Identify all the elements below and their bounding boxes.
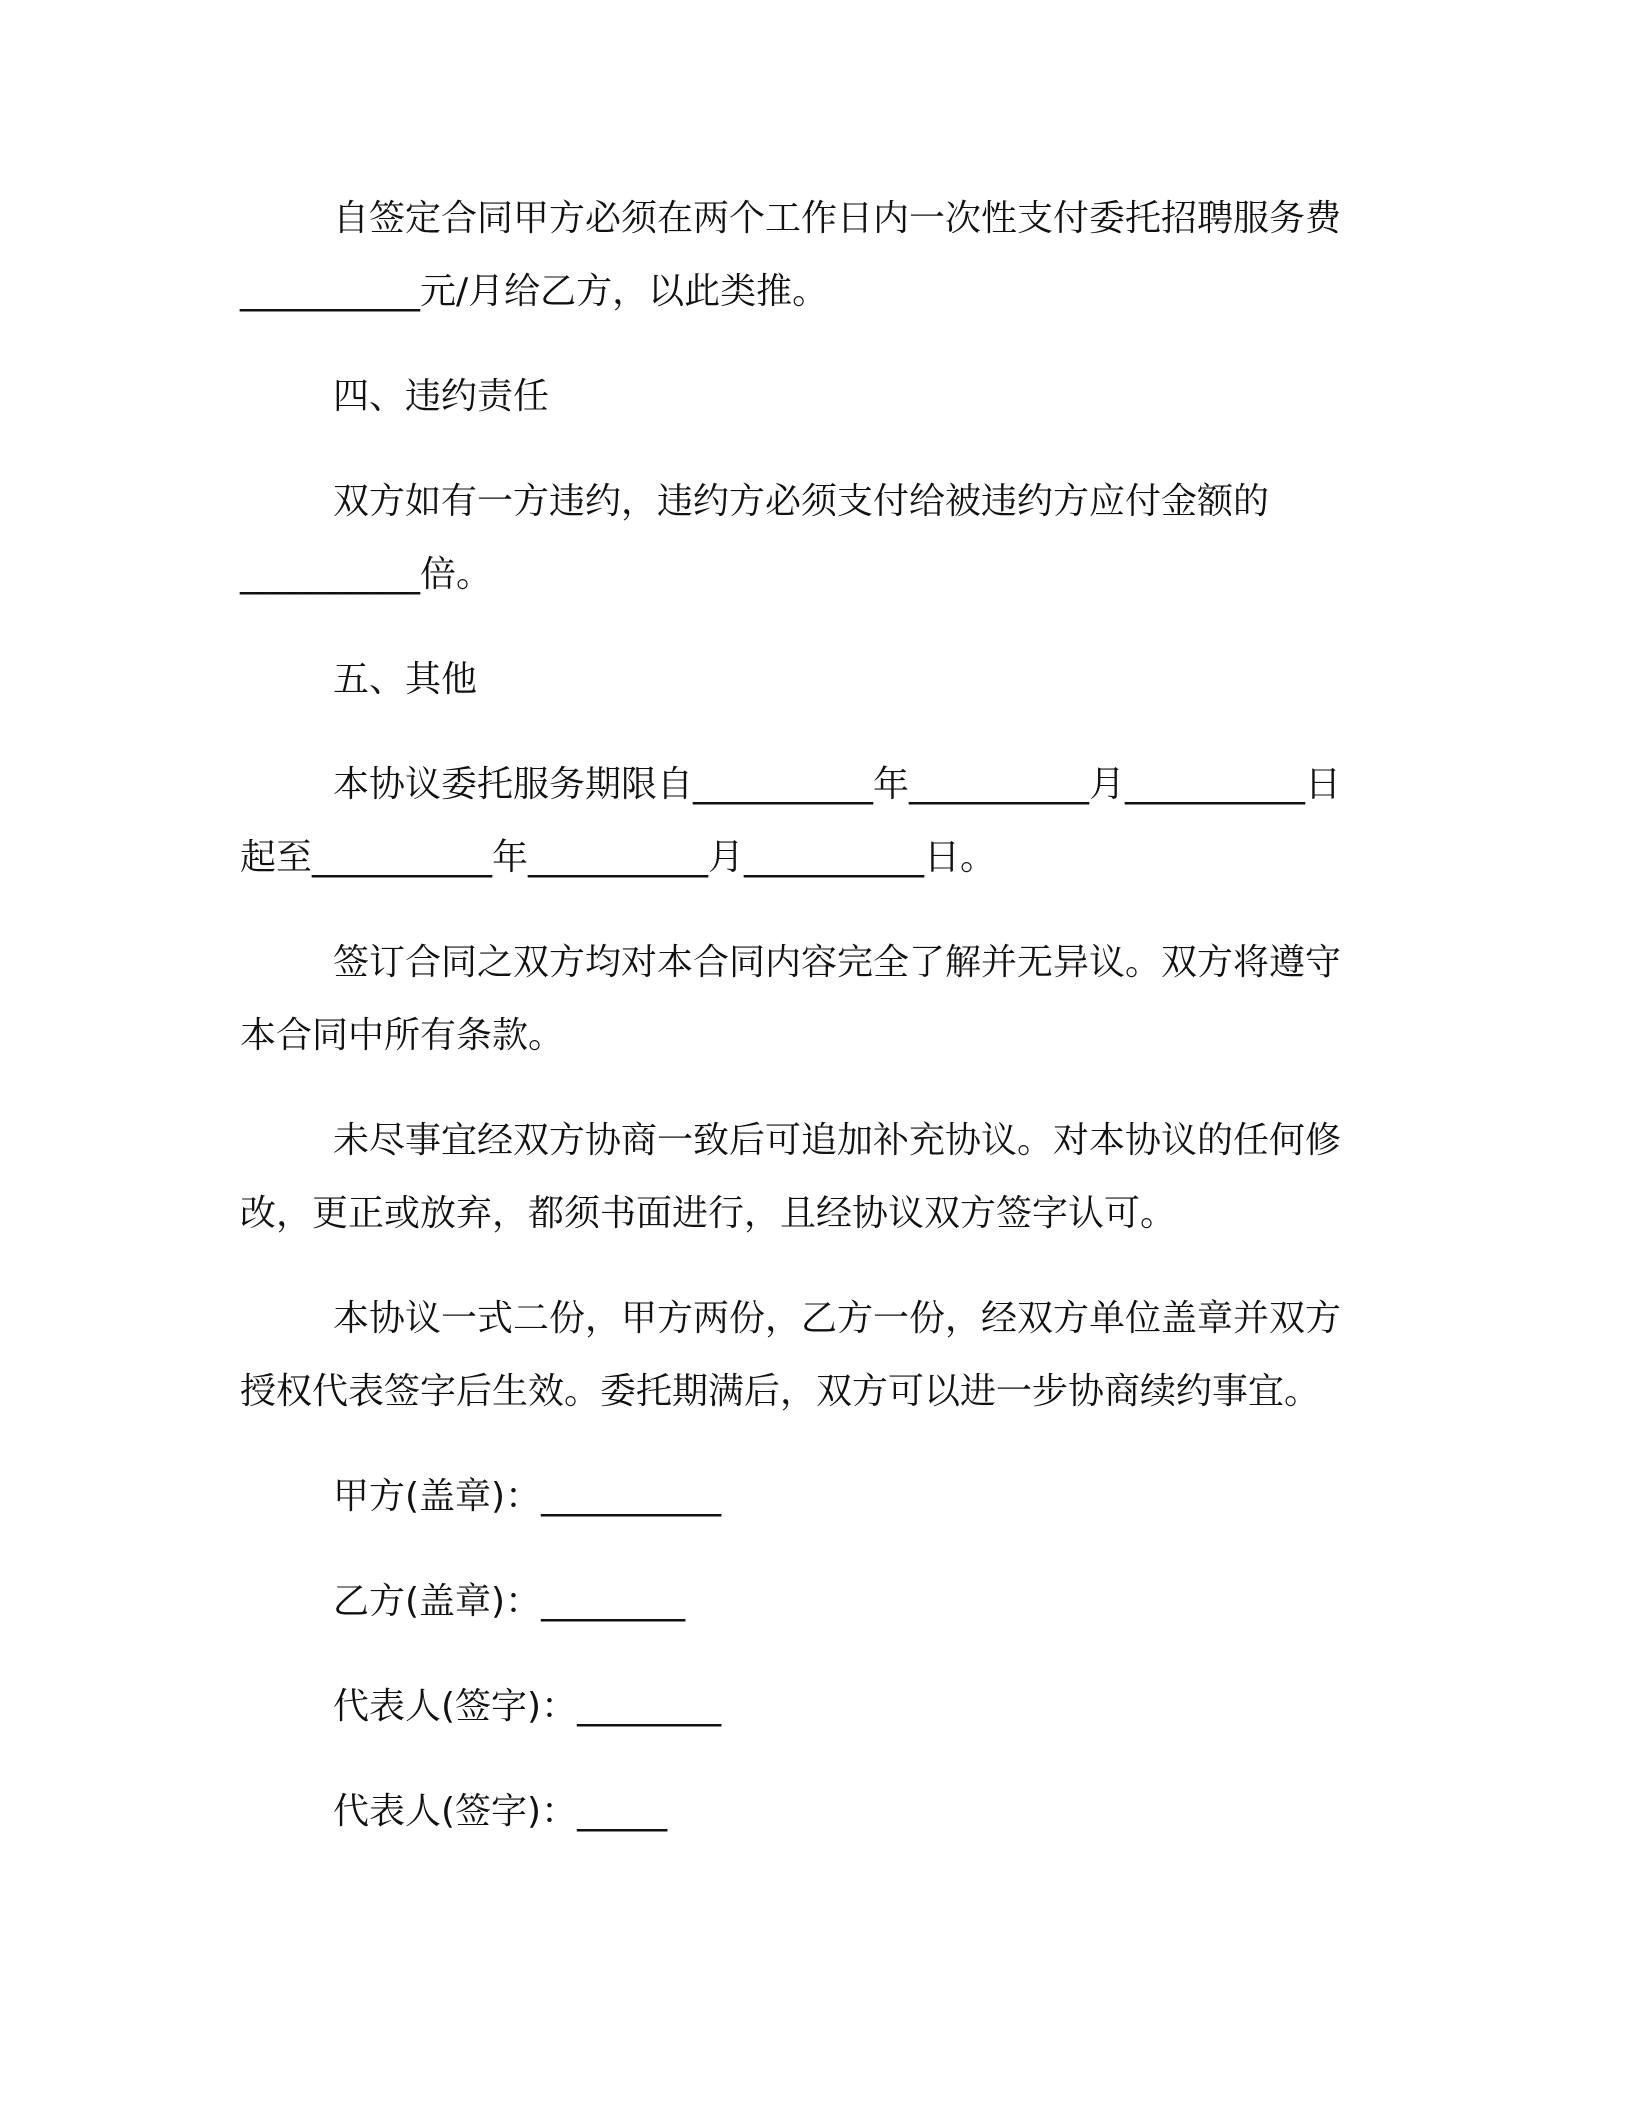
party-b-seal-line: 乙方(盖章)：________ — [333, 1581, 686, 1622]
section-heading-other: 五、其他 — [333, 659, 478, 700]
amendment-clause-line-1: 未尽事宜经双方协商一致后可追加补充协议。对本协议的任何修 — [333, 1120, 1342, 1161]
term-clause-line-2: 起至__________年__________月__________日。 — [240, 837, 996, 878]
amendment-clause-line-2: 改，更正或放弃，都须书面进行，且经协议双方签字认可。 — [240, 1193, 1177, 1234]
party-a-seal-line: 甲方(盖章)：__________ — [333, 1476, 722, 1517]
term-clause-line-1: 本协议委托服务期限自__________年__________月__________日 — [333, 764, 1342, 805]
acknowledgement-line-1: 签订合同之双方均对本合同内容完全了解并无异议。双方将遵守 — [333, 942, 1342, 983]
breach-clause-line-1: 双方如有一方违约，违约方必须支付给被违约方应付金额的 — [333, 481, 1270, 522]
copies-clause-line-2: 授权代表签字后生效。委托期满后，双方可以进一步协商续约事宜。 — [240, 1371, 1321, 1412]
copies-clause-line-1: 本协议一式二份，甲方两份，乙方一份，经双方单位盖章并双方 — [333, 1298, 1342, 1339]
fee-payment-line-2: __________元/月给乙方，以此类推。 — [240, 271, 829, 312]
representative-signature-line-1: 代表人(签字)：________ — [333, 1686, 722, 1727]
breach-clause-line-2: __________倍。 — [240, 554, 493, 595]
fee-payment-line-1: 自签定合同甲方必须在两个工作日内一次性支付委托招聘服务费 — [333, 198, 1342, 239]
representative-signature-line-2: 代表人(签字)：_____ — [333, 1791, 668, 1832]
acknowledgement-line-2: 本合同中所有条款。 — [240, 1015, 565, 1056]
section-heading-breach: 四、违约责任 — [333, 376, 550, 417]
